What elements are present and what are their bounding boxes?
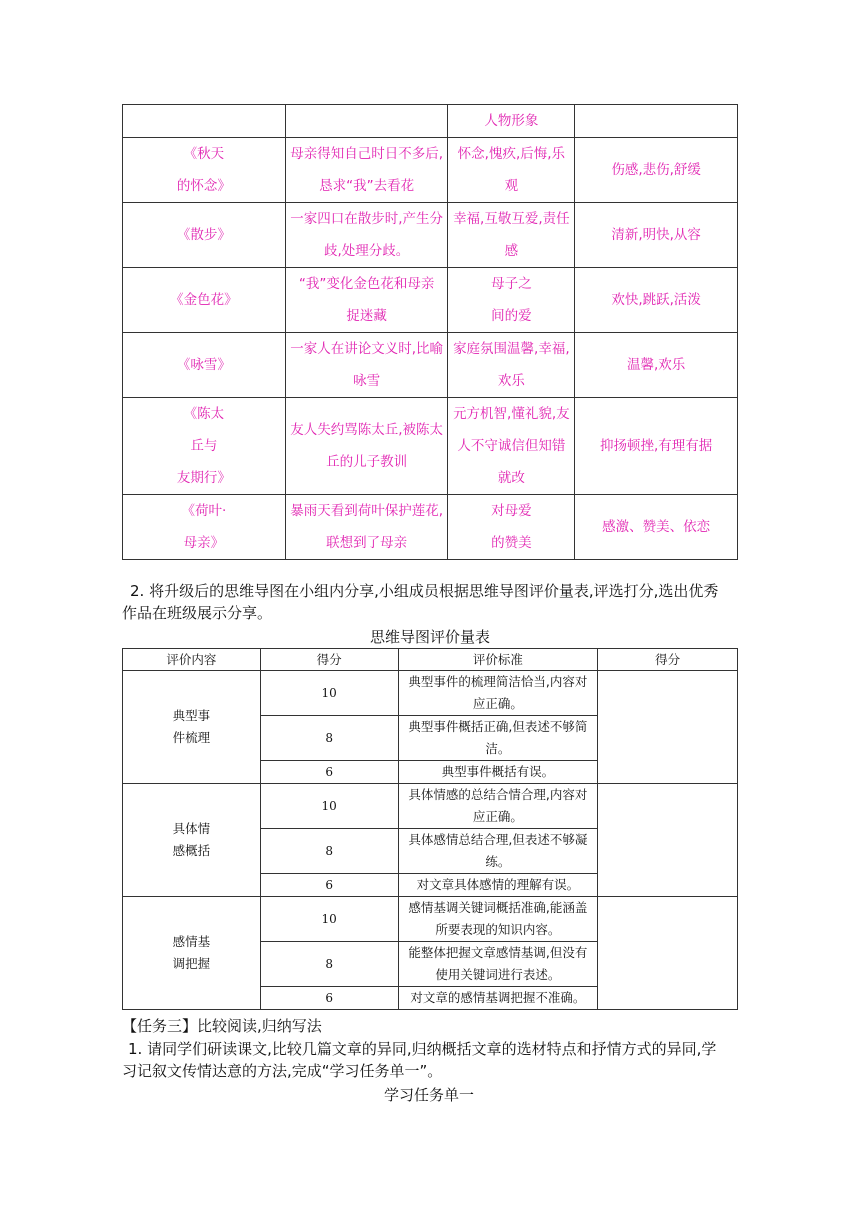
criteria-cell: 典型事件概括有误。 bbox=[398, 761, 598, 784]
column-header: 评价标准 bbox=[398, 649, 598, 671]
column-header: 得分 bbox=[260, 649, 398, 671]
column-header: 得分 bbox=[598, 649, 738, 671]
event-cell: “我”变化金色花和母亲 捉迷藏 bbox=[285, 268, 448, 333]
score-entry-cell[interactable] bbox=[598, 671, 738, 784]
table-row bbox=[123, 897, 738, 942]
emotion-cell: 温馨,欢乐 bbox=[575, 333, 738, 398]
table-header-row bbox=[123, 649, 738, 671]
event-cell: 暴雨天看到荷叶保护莲花, 联想到了母亲 bbox=[285, 495, 448, 560]
emotion-cell: 伤感,悲伤,舒缓 bbox=[575, 138, 738, 203]
task3-paragraph-line-2: 习记叙文传情达意的方法,完成“学习任务单一”。 bbox=[122, 1062, 443, 1080]
emotion-cell: 感激、赞美、依恋 bbox=[575, 495, 738, 560]
table-row bbox=[123, 398, 738, 495]
task3-subtitle: 学习任务单一 bbox=[384, 1086, 475, 1104]
image-cell: 幸福,互敬互爱,责任 感 bbox=[448, 203, 575, 268]
score-cell: 10 bbox=[260, 897, 398, 942]
criteria-cell: 典型事件的梳理简洁恰当,内容对 应正确。 bbox=[398, 671, 598, 716]
event-cell: 一家四口在散步时,产生分 歧,处理分歧。 bbox=[285, 203, 448, 268]
score-cell: 8 bbox=[260, 942, 398, 987]
task3-heading: 【任务三】比较阅读,归纳写法 bbox=[122, 1017, 322, 1035]
criteria-cell: 对文章具体感情的理解有误。 bbox=[398, 874, 598, 897]
score-cell: 8 bbox=[260, 829, 398, 874]
table-row bbox=[123, 138, 738, 203]
image-cell: 对母爱 的赞美 bbox=[448, 495, 575, 560]
table-cell bbox=[285, 105, 448, 138]
table-row bbox=[123, 333, 738, 398]
criterion-name-cell: 感情基 调把握 bbox=[123, 897, 261, 1010]
table-row bbox=[123, 784, 738, 829]
table-cell bbox=[575, 105, 738, 138]
table-row bbox=[123, 268, 738, 333]
table-cell bbox=[123, 105, 286, 138]
article-title-cell: 《金色花》 bbox=[123, 268, 286, 333]
image-cell: 元方机智,懂礼貌,友 人不守诚信但知错 就改 bbox=[448, 398, 575, 495]
image-cell: 怀念,愧疚,后悔,乐 观 bbox=[448, 138, 575, 203]
article-title-cell: 《散步》 bbox=[123, 203, 286, 268]
article-comparison-table bbox=[122, 104, 738, 560]
paragraph-2-line-2: 作品在班级展示分享。 bbox=[122, 604, 273, 622]
event-cell: 一家人在讲论文义时,比喻 咏雪 bbox=[285, 333, 448, 398]
criteria-cell: 具体感情总结合理,但表述不够凝 练。 bbox=[398, 829, 598, 874]
table-row bbox=[123, 495, 738, 560]
image-cell: 母子之 间的爱 bbox=[448, 268, 575, 333]
table-row bbox=[123, 203, 738, 268]
emotion-cell: 欢快,跳跃,活泼 bbox=[575, 268, 738, 333]
score-cell: 10 bbox=[260, 671, 398, 716]
article-title-cell: 《陈太 丘与 友期行》 bbox=[123, 398, 286, 495]
score-entry-cell[interactable] bbox=[598, 897, 738, 1010]
table-cell: 人物形象 bbox=[448, 105, 575, 138]
event-cell: 友人失约骂陈太丘,被陈太 丘的儿子教训 bbox=[285, 398, 448, 495]
score-cell: 6 bbox=[260, 761, 398, 784]
criteria-cell: 感情基调关键词概括准确,能涵盖 所要表现的知识内容。 bbox=[398, 897, 598, 942]
score-cell: 8 bbox=[260, 716, 398, 761]
score-cell: 6 bbox=[260, 874, 398, 897]
table-row bbox=[123, 105, 738, 138]
article-title-cell: 《荷叶· 母亲》 bbox=[123, 495, 286, 560]
score-cell: 10 bbox=[260, 784, 398, 829]
table2-title: 思维导图评价量表 bbox=[370, 628, 491, 646]
criteria-cell: 能整体把握文章感情基调,但没有 使用关键词进行表述。 bbox=[398, 942, 598, 987]
criteria-cell: 对文章的感情基调把握不准确。 bbox=[398, 987, 598, 1010]
task3-paragraph-line-1: 1. 请同学们研读课文,比较几篇文章的异同,归纳概括文章的选材特点和抒情方式的异同,学 bbox=[128, 1040, 717, 1058]
score-entry-cell[interactable] bbox=[598, 784, 738, 897]
emotion-cell: 清新,明快,从容 bbox=[575, 203, 738, 268]
criteria-cell: 具体情感的总结合情合理,内容对 应正确。 bbox=[398, 784, 598, 829]
article-title-cell: 《秋天 的怀念》 bbox=[123, 138, 286, 203]
paragraph-2-line-1: 2. 将升级后的思维导图在小组内分享,小组成员根据思维导图评价量表,评选打分,选出优秀 bbox=[130, 582, 719, 600]
event-cell: 母亲得知自己时日不多后, 恳求“我”去看花 bbox=[285, 138, 448, 203]
emotion-cell: 抑扬顿挫,有理有据 bbox=[575, 398, 738, 495]
article-title-cell: 《咏雪》 bbox=[123, 333, 286, 398]
criterion-name-cell: 具体情 感概括 bbox=[123, 784, 261, 897]
image-cell: 家庭氛围温馨,幸福, 欢乐 bbox=[448, 333, 575, 398]
criterion-name-cell: 典型事 件梳理 bbox=[123, 671, 261, 784]
score-cell: 6 bbox=[260, 987, 398, 1010]
column-header: 评价内容 bbox=[123, 649, 261, 671]
mindmap-rubric-table bbox=[122, 648, 738, 1010]
table-row bbox=[123, 671, 738, 716]
criteria-cell: 典型事件概括正确,但表述不够简 洁。 bbox=[398, 716, 598, 761]
